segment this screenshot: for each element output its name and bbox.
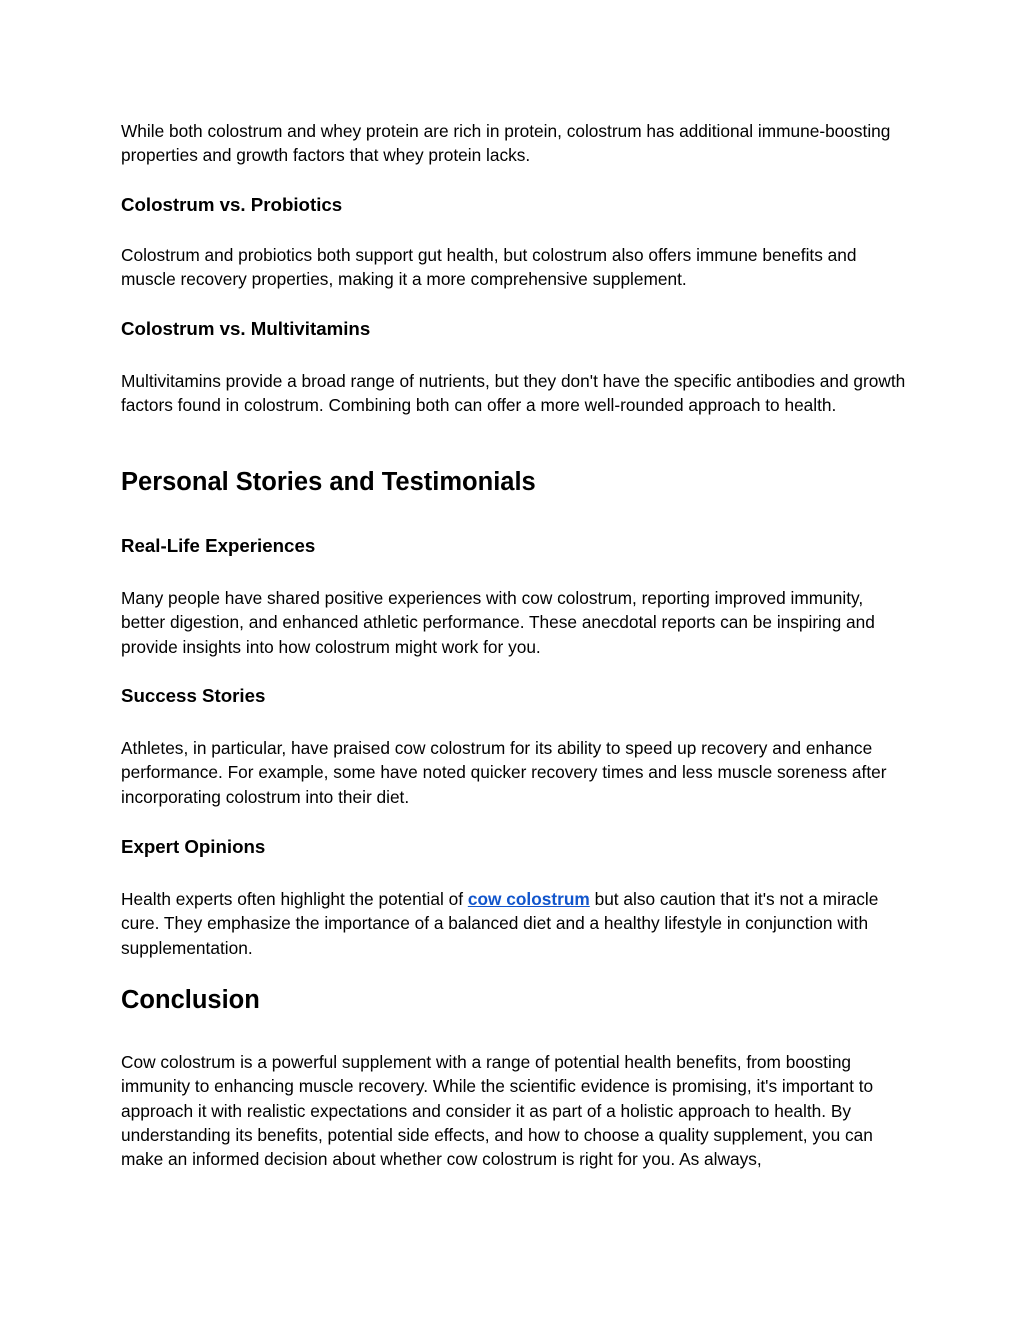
multivitamins-paragraph: Multivitamins provide a broad range of nutrients, but they don't have the specific antibodies and growth factors found in colostrum. Combining both can offer a more well-rounded approach to health. bbox=[121, 371, 906, 416]
multivitamins-heading: Colostrum vs. Multivitamins bbox=[121, 318, 371, 339]
conclusion-heading: Conclusion bbox=[121, 986, 260, 1014]
expert-heading: Expert Opinions bbox=[121, 836, 266, 857]
probiotics-heading: Colostrum vs. Probiotics bbox=[121, 194, 343, 215]
real-life-paragraph: Many people have shared positive experiences with cow colostrum, reporting improved immunity, better digestion, and enhanced athletic performance. These anecdotal reports can be inspiring and provide insights into how colostrum might work for you. bbox=[121, 588, 875, 657]
probiotics-paragraph: Colostrum and probiotics both support gut health, but colostrum also offers immune benefits and muscle recovery properties, making it a more comprehensive supplement. bbox=[121, 245, 857, 290]
intro-paragraph: While both colostrum and whey protein are rich in protein, colostrum has additional immune-boosting properties and growth factors that whey protein lacks. bbox=[121, 121, 891, 166]
expert-text-before: Health experts often highlight the potential of bbox=[121, 889, 468, 909]
real-life-heading: Real-Life Experiences bbox=[121, 535, 316, 556]
cow-colostrum-link[interactable]: cow colostrum bbox=[467, 889, 590, 909]
expert-paragraph bbox=[121, 887, 911, 960]
success-heading: Success Stories bbox=[121, 685, 266, 706]
stories-heading: Personal Stories and Testimonials bbox=[121, 468, 536, 496]
success-paragraph: Athletes, in particular, have praised cow colostrum for its ability to speed up recovery and enhance performance. For example, some have noted quicker recovery times and less muscle soreness after incorporating colostrum into their diet. bbox=[121, 738, 887, 807]
expert-text-after: but also caution that it's not a miracle cure. They emphasize the importance of a balanced diet and a healthy lifestyle in conjunction with supplementation. bbox=[121, 889, 879, 958]
conclusion-paragraph: Cow colostrum is a powerful supplement with a range of potential health benefits, from boosting immunity to enhancing muscle recovery. While the scientific evidence is promising, it's important to approach it with realistic expectations and consider it as part of a holistic approach to health. By understanding its benefits, potential side effects, and how to choose a quality supplement, you can make an informed decision about whether cow colostrum is right for you. As always, bbox=[121, 1052, 874, 1170]
